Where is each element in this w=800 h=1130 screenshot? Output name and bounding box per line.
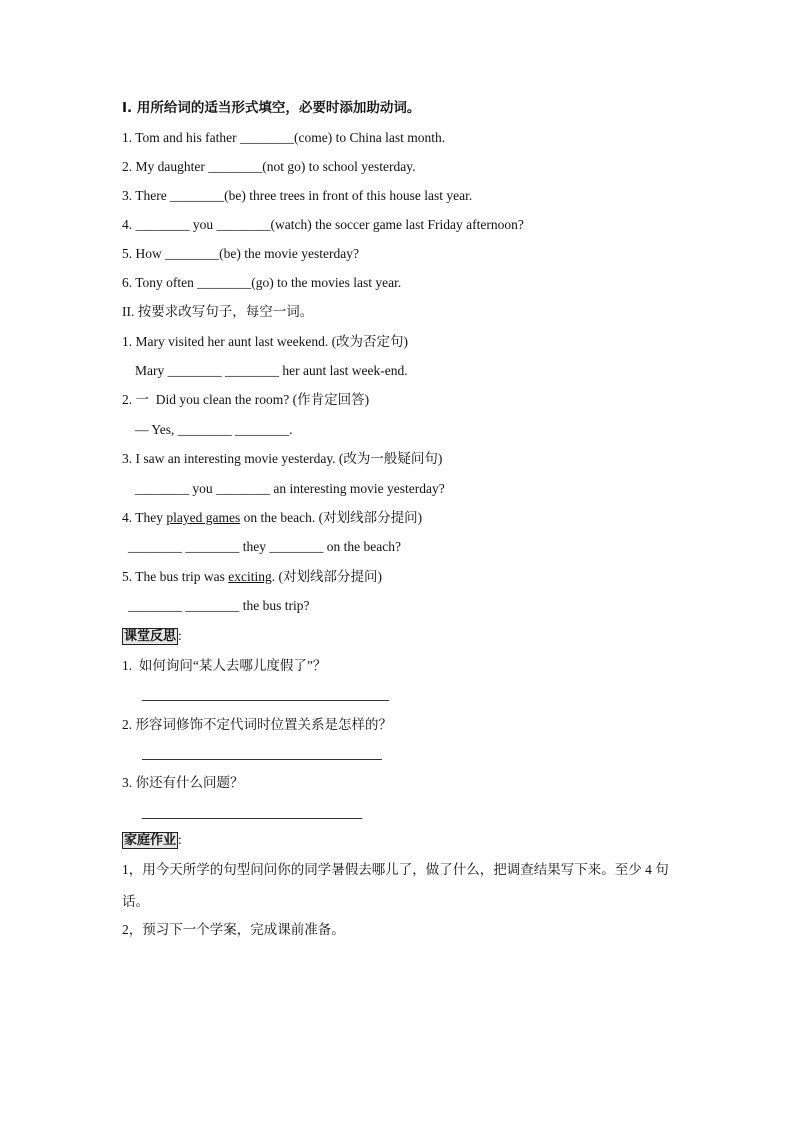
homework-item-2: 2，预习下一个学案，完成课前准备。 — [122, 922, 345, 937]
reflection-heading-line — [122, 627, 182, 646]
answer-line-3 — [142, 818, 362, 819]
homework-heading-line — [122, 831, 182, 850]
section1-item-3: 3. There ________(be) three trees in front of this house last year. — [122, 188, 473, 203]
section2-answer-2: — Yes, ________ ________. — [135, 422, 293, 437]
reflection-colon: : — [178, 628, 182, 643]
reflection-question-2: 2. 形容词修饰不定代词时位置关系是怎样的？ — [122, 717, 392, 732]
q4-underlined-part: played games — [166, 510, 241, 525]
section1-item-2: 2. My daughter ________(not go) to school yesterday. — [122, 159, 416, 174]
section1-item-5: 5. How ________(be) the movie yesterday? — [122, 246, 359, 261]
q4-prefix: 4. They — [122, 510, 167, 525]
section2-question-5 — [122, 568, 382, 586]
section1-item-4: 4. ________ you ________(watch) the soccer game last Friday afternoon? — [122, 217, 524, 232]
homework-item-1-line-1: 1，用今天所学的句型问问你的同学暑假去哪儿了，做了什么，把调查结果写下来。至少 4 句 — [122, 862, 669, 877]
answer-line-1 — [142, 700, 389, 701]
reflection-question-1: 1. 如何询问“某人去哪儿度假了”？ — [122, 658, 327, 673]
section2-heading: II. 按要求改写句子，每空一词。 — [122, 304, 314, 319]
reflection-heading: 课堂反思 — [124, 629, 177, 644]
q5-suffix: . (对划线部分提问) — [271, 569, 382, 584]
section2-answer-5: ________ ________ the bus trip? — [128, 598, 310, 613]
homework-colon: : — [178, 832, 182, 847]
section2-answer-1: Mary ________ ________ her aunt last week-end. — [135, 363, 408, 378]
section1-item-1: 1. Tom and his father ________(come) to China last month. — [122, 130, 446, 145]
q5-prefix: 5. The bus trip was — [122, 569, 229, 584]
section2-answer-4: ________ ________ they ________ on the beach? — [128, 539, 401, 554]
homework-heading: 家庭作业 — [124, 833, 177, 848]
reflection-question-3: 3. 你还有什么问题？ — [122, 775, 244, 790]
q5-underlined-part: exciting — [228, 569, 272, 584]
section2-question-3: 3. I saw an interesting movie yesterday. (改为一般疑问句) — [122, 451, 443, 466]
section1-heading: I. 用所给词的适当形式填空，必要时添加助动词。 — [122, 100, 421, 116]
section2-question-2: 2. 一 Did you clean the room? (作肯定回答) — [122, 392, 370, 407]
q4-suffix: on the beach. (对划线部分提问) — [240, 510, 423, 525]
section2-answer-3: ________ you ________ an interesting movie yesterday? — [135, 481, 445, 496]
section2-question-4 — [122, 509, 422, 527]
section1-item-6: 6. Tony often ________(go) to the movies last year. — [122, 275, 402, 290]
homework-item-1-line-2: 话。 — [122, 894, 149, 909]
section2-question-1: 1. Mary visited her aunt last weekend. (改为否定句) — [122, 334, 409, 349]
answer-line-2 — [142, 759, 382, 760]
